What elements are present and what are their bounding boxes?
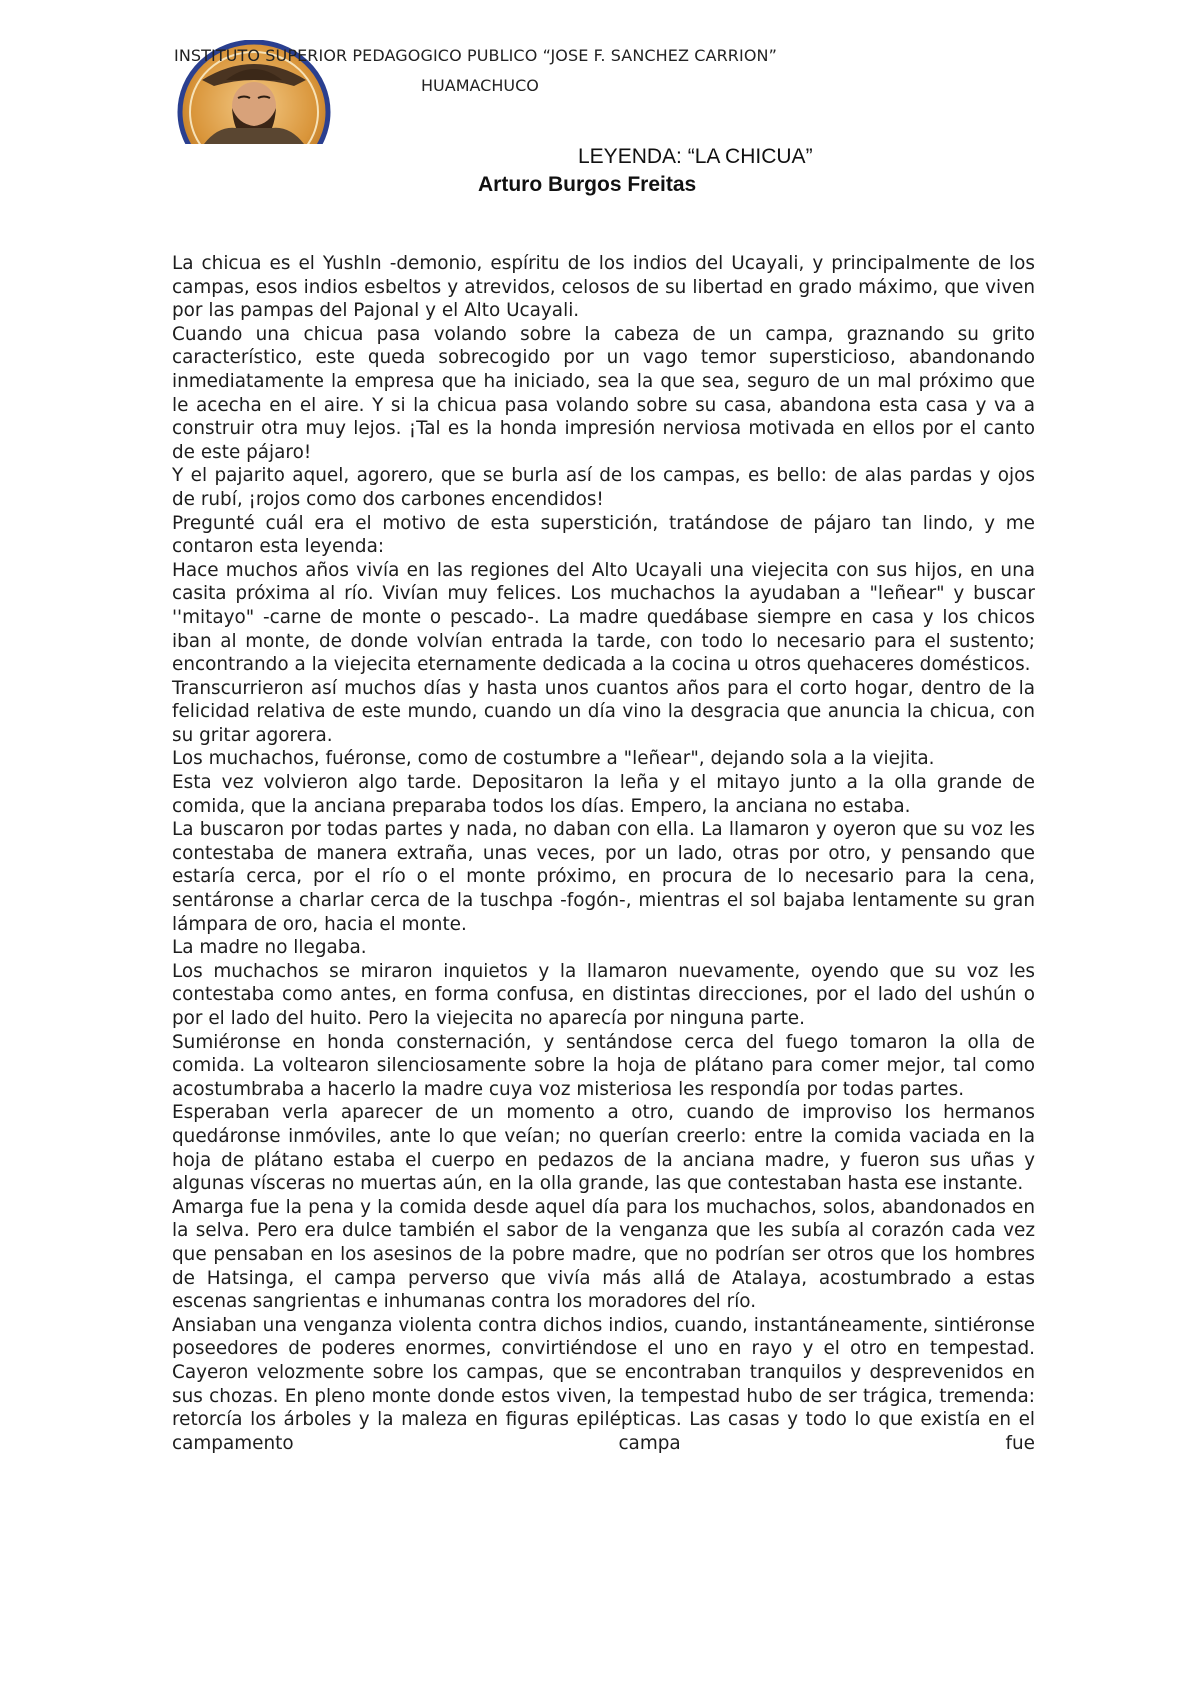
paragraph: La buscaron por todas partes y nada, no daban con ella. La llamaron y oyeron que su voz les contestaba de manera extraña, unas veces, por un lado, otras por otro, y pensando que estaría cerca, por el río o el monte próximo, en procura de lo necesario para la cena, sentáronse a charlar cerca de la tuschpa -fogón-, mientras el sol bajaba lentamente su gran lámpara de oro, hacia el monte. [172, 819, 1035, 935]
paragraph: Cuando una chicua pasa volando sobre la cabeza de un campa, graznando su grito característico, este queda sobrecogido por un vago temor supersticioso, abandonando inmediatamente la empresa que ha iniciado, sea la que sea, seguro de un mal próximo que le acecha en el aire. Y si la chicua pasa volando sobre su casa, abandona esta casa y va a construir otra muy lejos. ¡Tal es la honda impresión nerviosa motivada en ellos por el canto de este pájaro! [172, 323, 1035, 463]
paragraph: Los muchachos, fuéronse, como de costumbre a "leñear", dejando sola a la viejita. [172, 748, 935, 770]
paragraph: Esta vez volvieron algo tarde. Depositaron la leña y el mitayo junto a la olla grande de comida, que la anciana preparaba todos los días. Empero, la anciana no estaba. [172, 772, 1035, 817]
paragraph: Hace muchos años vivía en las regiones del Alto Ucayali una viejecita con sus hijos, en una casita próxima al río. Vivían muy felices. Los muchachos la ayudaban a "leñear" y buscar ''mitayo" -carne de monte o pescado-. La madre quedábase siempre en casa y los chicos iban al monte, de donde volvían entrada la tarde, con todo lo necesario para el sustento; encontrando a la viejecita eternamente dedicada a la cocina u otros quehaceres domésticos. [172, 559, 1035, 676]
institution-city: HUAMACHUCO [421, 76, 539, 95]
paragraph: Amarga fue la pena y la comida desde aquel día para los muchachos, solos, abandonados en la selva. Pero era dulce también el sabor de la venganza que les subía al corazón cada vez que pensaban en los asesinos de la pobre madre, que no podrían ser otros que los hombres de Hatsinga, el campa perverso que vivía más allá de Atalaya, acostumbrado a estas escenas sangrientas e inhumanas contra los moradores del río. [172, 1196, 1035, 1313]
paragraph: Esperaban verla aparecer de un momento a otro, cuando de improviso los hermanos quedáronse inmóviles, ante lo que veían; no querían creerlo: entre la comida vaciada en la hoja de plátano estaba el cuerpo en pedazos de la anciana madre, y fueron sus uñas y algunas vísceras no muertas aún, en la olla grande, las que contestaban hasta ese instante. [172, 1102, 1035, 1195]
paragraph: Los muchachos se miraron inquietos y la llamaron nuevamente, oyendo que su voz les contestaba como antes, en forma confusa, en distintas direcciones, por el lado del ushún o por el lado del huito. Pero la viejecita no aparecía por ninguna parte. [172, 960, 1035, 1029]
legend-body [172, 252, 1035, 1455]
document-author: Arturo Burgos Freitas [478, 173, 697, 196]
institution-name: INSTITUTO SUPERIOR PEDAGOGICO PUBLICO “JOSE F. SANCHEZ CARRION” [174, 46, 777, 65]
paragraph: Sumiéronse en honda consternación, y sentándose cerca del fuego tomaron la olla de comida. La voltearon silenciosamente sobre la hoja de plátano para comer mejor, tal como acostumbraba a hacerlo la madre cuya voz misteriosa les respondía por todas partes. [172, 1031, 1035, 1100]
paragraph: Pregunté cuál era el motivo de esta superstición, tratándose de pájaro tan lindo, y me contaron esta leyenda: [172, 512, 1035, 558]
paragraph: Ansiaban una venganza violenta contra dichos indios, cuando, instantáneamente, sintiéronse poseedores de poderes enormes, convirtiéndose el uno en rayo y el otro en tempestad. Cayeron velozmente sobre los campas, que se encontraban tranquilos y desprevenidos en sus chozas. En pleno monte donde estos viven, la tempestad hubo de ser trágica, tremenda: retorcía los árboles y la maleza en figuras epilépticas. Las casas y todo lo que existía en el campamento campa fue [172, 1314, 1035, 1454]
paragraph: Transcurrieron así muchos días y hasta unos cuantos años para el corto hogar, dentro de la felicidad relativa de este mundo, cuando un día vino la desgracia que anuncia la chicua, con su gritar agorera. [172, 677, 1035, 746]
document-title: LEYENDA: “LA CHICUA” [578, 145, 813, 168]
paragraph: La madre no llegaba. [172, 937, 367, 959]
paragraph: Y el pajarito aquel, agorero, que se burla así de los campas, es bello: de alas pardas y ojos de rubí, ¡rojos como dos carbones encendidos! [172, 465, 1035, 510]
paragraph: La chicua es el Yushln -demonio, espíritu de los indios del Ucayali, y principalmente de los campas, esos indios esbeltos y atrevidos, celosos de su libertad en grado máximo, que viven por las pampas del Pajonal y el Alto Ucayali. [172, 253, 1035, 322]
